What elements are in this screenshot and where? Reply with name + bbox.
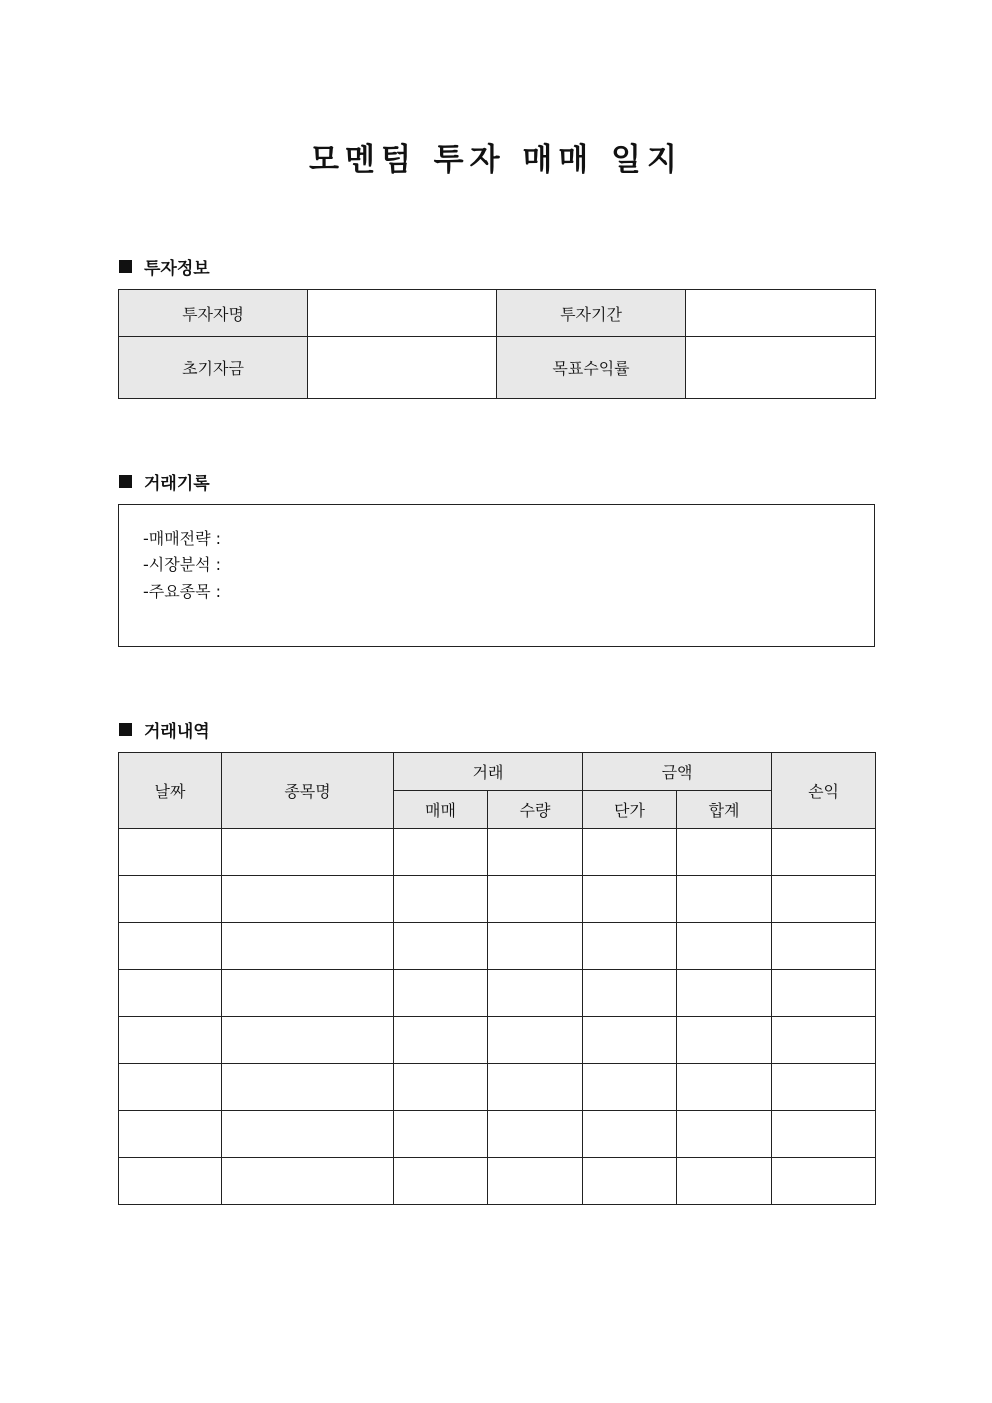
investor-name-field[interactable] [308,290,497,337]
page-title: 모멘텀 투자 매매 일지 [309,142,683,178]
header-pnl: 손익 [772,753,876,829]
table-row [119,1017,876,1064]
section-title: 거래내역 [144,722,210,742]
header-unit-price: 단가 [583,791,677,829]
section-heading-record [119,469,210,494]
memo-strategy: -매매전략 : [143,529,222,548]
header-stock-name: 종목명 [222,753,394,829]
table-row [119,829,876,876]
header-buy-sell: 매매 [394,791,488,829]
table-row [119,923,876,970]
label-target-return: 목표수익률 [497,337,686,399]
investment-info-table [118,289,876,399]
target-return-field[interactable] [686,337,876,399]
section-heading-info [119,254,210,279]
header-trade: 거래 [394,753,583,791]
label-investment-period: 투자기간 [497,290,686,337]
table-row [119,970,876,1017]
square-bullet-icon [119,723,132,736]
investment-period-field[interactable] [686,290,876,337]
square-bullet-icon [119,260,132,273]
memo-key-stocks: -주요종목 : [143,582,222,601]
table-row [119,1158,876,1205]
header-quantity: 수량 [488,791,583,829]
label-investor-name: 투자자명 [119,290,308,337]
label-initial-capital: 초기자금 [119,337,308,399]
section-title: 투자정보 [144,259,210,279]
table-row [119,876,876,923]
trade-memo-box[interactable] [118,504,875,647]
table-row [119,1111,876,1158]
header-total: 합계 [677,791,772,829]
trade-history-table [118,752,876,1205]
initial-capital-field[interactable] [308,337,497,399]
square-bullet-icon [119,475,132,488]
section-title: 거래기록 [144,474,210,494]
memo-market-analysis: -시장분석 : [143,555,222,574]
header-date: 날짜 [119,753,222,829]
section-heading-history [119,717,210,742]
header-amount: 금액 [583,753,772,791]
table-row [119,1064,876,1111]
